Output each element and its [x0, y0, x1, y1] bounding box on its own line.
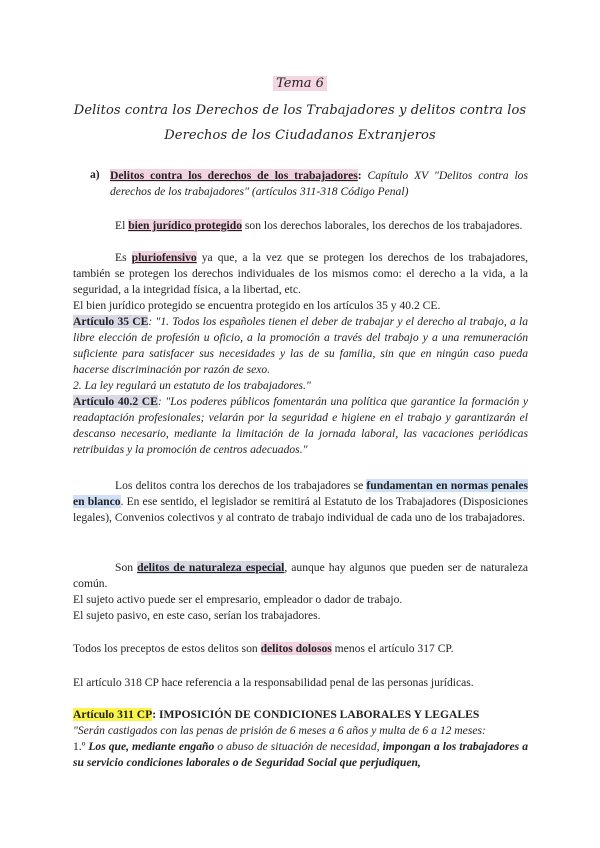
- list-marker: a): [90, 168, 100, 181]
- item-number: 1.º: [73, 740, 89, 753]
- article-35-label: Artículo 35 CE: [73, 315, 149, 328]
- article-311-quote: "Serán castigados con las penas de prisión de 6 meses a 6 años y multa de 6 a 12 meses:: [73, 724, 486, 737]
- term-normas-penales: fundamentan en normas penales en blanco: [73, 479, 528, 508]
- term-dolosos: delitos dolosos: [260, 642, 332, 655]
- article-40-2: [73, 394, 528, 458]
- text: El: [115, 219, 129, 232]
- text: son los derechos laborales, los derechos de los trabajadores.: [242, 219, 523, 232]
- item-mid: o abuso de situación de necesidad,: [214, 740, 383, 753]
- paragraph-sujeto-pasivo: El sujeto pasivo, en este caso, serían los trabajadores.: [73, 609, 321, 622]
- text: Son: [115, 561, 138, 574]
- text: Los delitos contra los derechos de los trabajadores se: [115, 479, 367, 492]
- paragraph-dolosos: [73, 641, 528, 657]
- text: . En ese sentido, el legislador se remitirá al Estatuto de los Trabajadores (Disposiciones legales), Convenios colectivos y al contrato de trabajo individual de cada uno de los trabajadores.: [73, 495, 528, 524]
- term-pluriofensivo: pluriofensivo: [131, 251, 197, 264]
- text: menos el artículo 317 CP.: [331, 642, 454, 655]
- paragraph-bien-juridico: [73, 218, 528, 234]
- paragraph-pluriofensivo: [73, 250, 528, 298]
- article-35: [73, 314, 528, 394]
- colon: :: [357, 169, 362, 182]
- article-40-text: : "Los poderes públicos fomentarán una política que garantice la formación y readaptación profesionales; velarán por la seguridad e higiene en el trabajo y garantizarán el descanso necesario, mediante la limitación de la jornada laboral, las vacaciones periódicas retribuidas y la promoción de centros adecuados.": [73, 395, 529, 456]
- article-40-label: Artículo 40.2 CE: [73, 395, 158, 408]
- text: ya que, a la vez que se protegen los derechos de los trabajadores, también se protegen los derechos individuales de los mismos como: el derecho a la vida, a la seguridad, a la integridad física, a la libertad, etc.: [73, 251, 528, 296]
- paragraph-articulo-318: El artículo 318 CP hace referencia a la responsabilidad penal de las personas jurídicas.: [73, 676, 474, 689]
- paragraph-naturaleza-especial: [73, 560, 528, 592]
- paragraph-sujeto-activo: El sujeto activo puede ser el empresario, empleador o dador de trabajo.: [73, 593, 403, 606]
- article-311: [73, 707, 528, 771]
- text: , aunque hay algunos que pueden ser de naturaleza común.: [73, 561, 528, 590]
- text: Todos los preceptos de estos delitos son: [73, 642, 261, 655]
- article-35-text: : "1. Todos los españoles tienen el deber de trabajar y el derecho al trabajo, a la libre elección de profesión u oficio, a la promoción a través del trabajo y a una remuneración suficiente para satisfacer sus necesidades y las de su familia, sin que en ningún caso pueda hacerse discriminación por razón de sexo.: [73, 315, 528, 376]
- term-bien-juridico: bien jurídico protegido: [128, 219, 243, 232]
- paragraph-articulos: El bien jurídico protegido se encuentra protegido en los artículos 35 y 40.2 CE.: [73, 299, 441, 312]
- item-bold-1: Los que, mediante engaño: [88, 740, 215, 753]
- article-311-heading: : IMPOSICIÓN DE CONDICIONES LABORALES Y LEGALES: [152, 708, 480, 721]
- item-bold-2: impongan a los trabajadores a su servicio condiciones laborales o de Seguridad Social que perjudiquen,: [73, 740, 528, 769]
- term-naturaleza-especial: delitos de naturaleza especial: [137, 561, 285, 574]
- text: Es: [115, 251, 132, 264]
- page-subtitle: Delitos contra los Derechos de los Trabajadores y delitos contra los Derechos de los Ciudadanos Extranjeros: [73, 103, 527, 143]
- topic-highlight: Tema 6: [273, 76, 327, 91]
- article-311-label: Artículo 311 CP: [73, 708, 153, 721]
- article-35-text-2: 2. La ley regulará un estatuto de los trabajadores.": [73, 379, 311, 392]
- section-a-ref: Capítulo XV "Delitos contra los derechos de los trabajadores" (artículos 311-318 Código Penal): [110, 169, 528, 198]
- section-a-heading: [110, 168, 528, 200]
- paragraph-normas-penales: [73, 478, 528, 526]
- page-title: [0, 76, 600, 91]
- section-a-title: Delitos contra los derechos de los trabajadores: [110, 169, 358, 182]
